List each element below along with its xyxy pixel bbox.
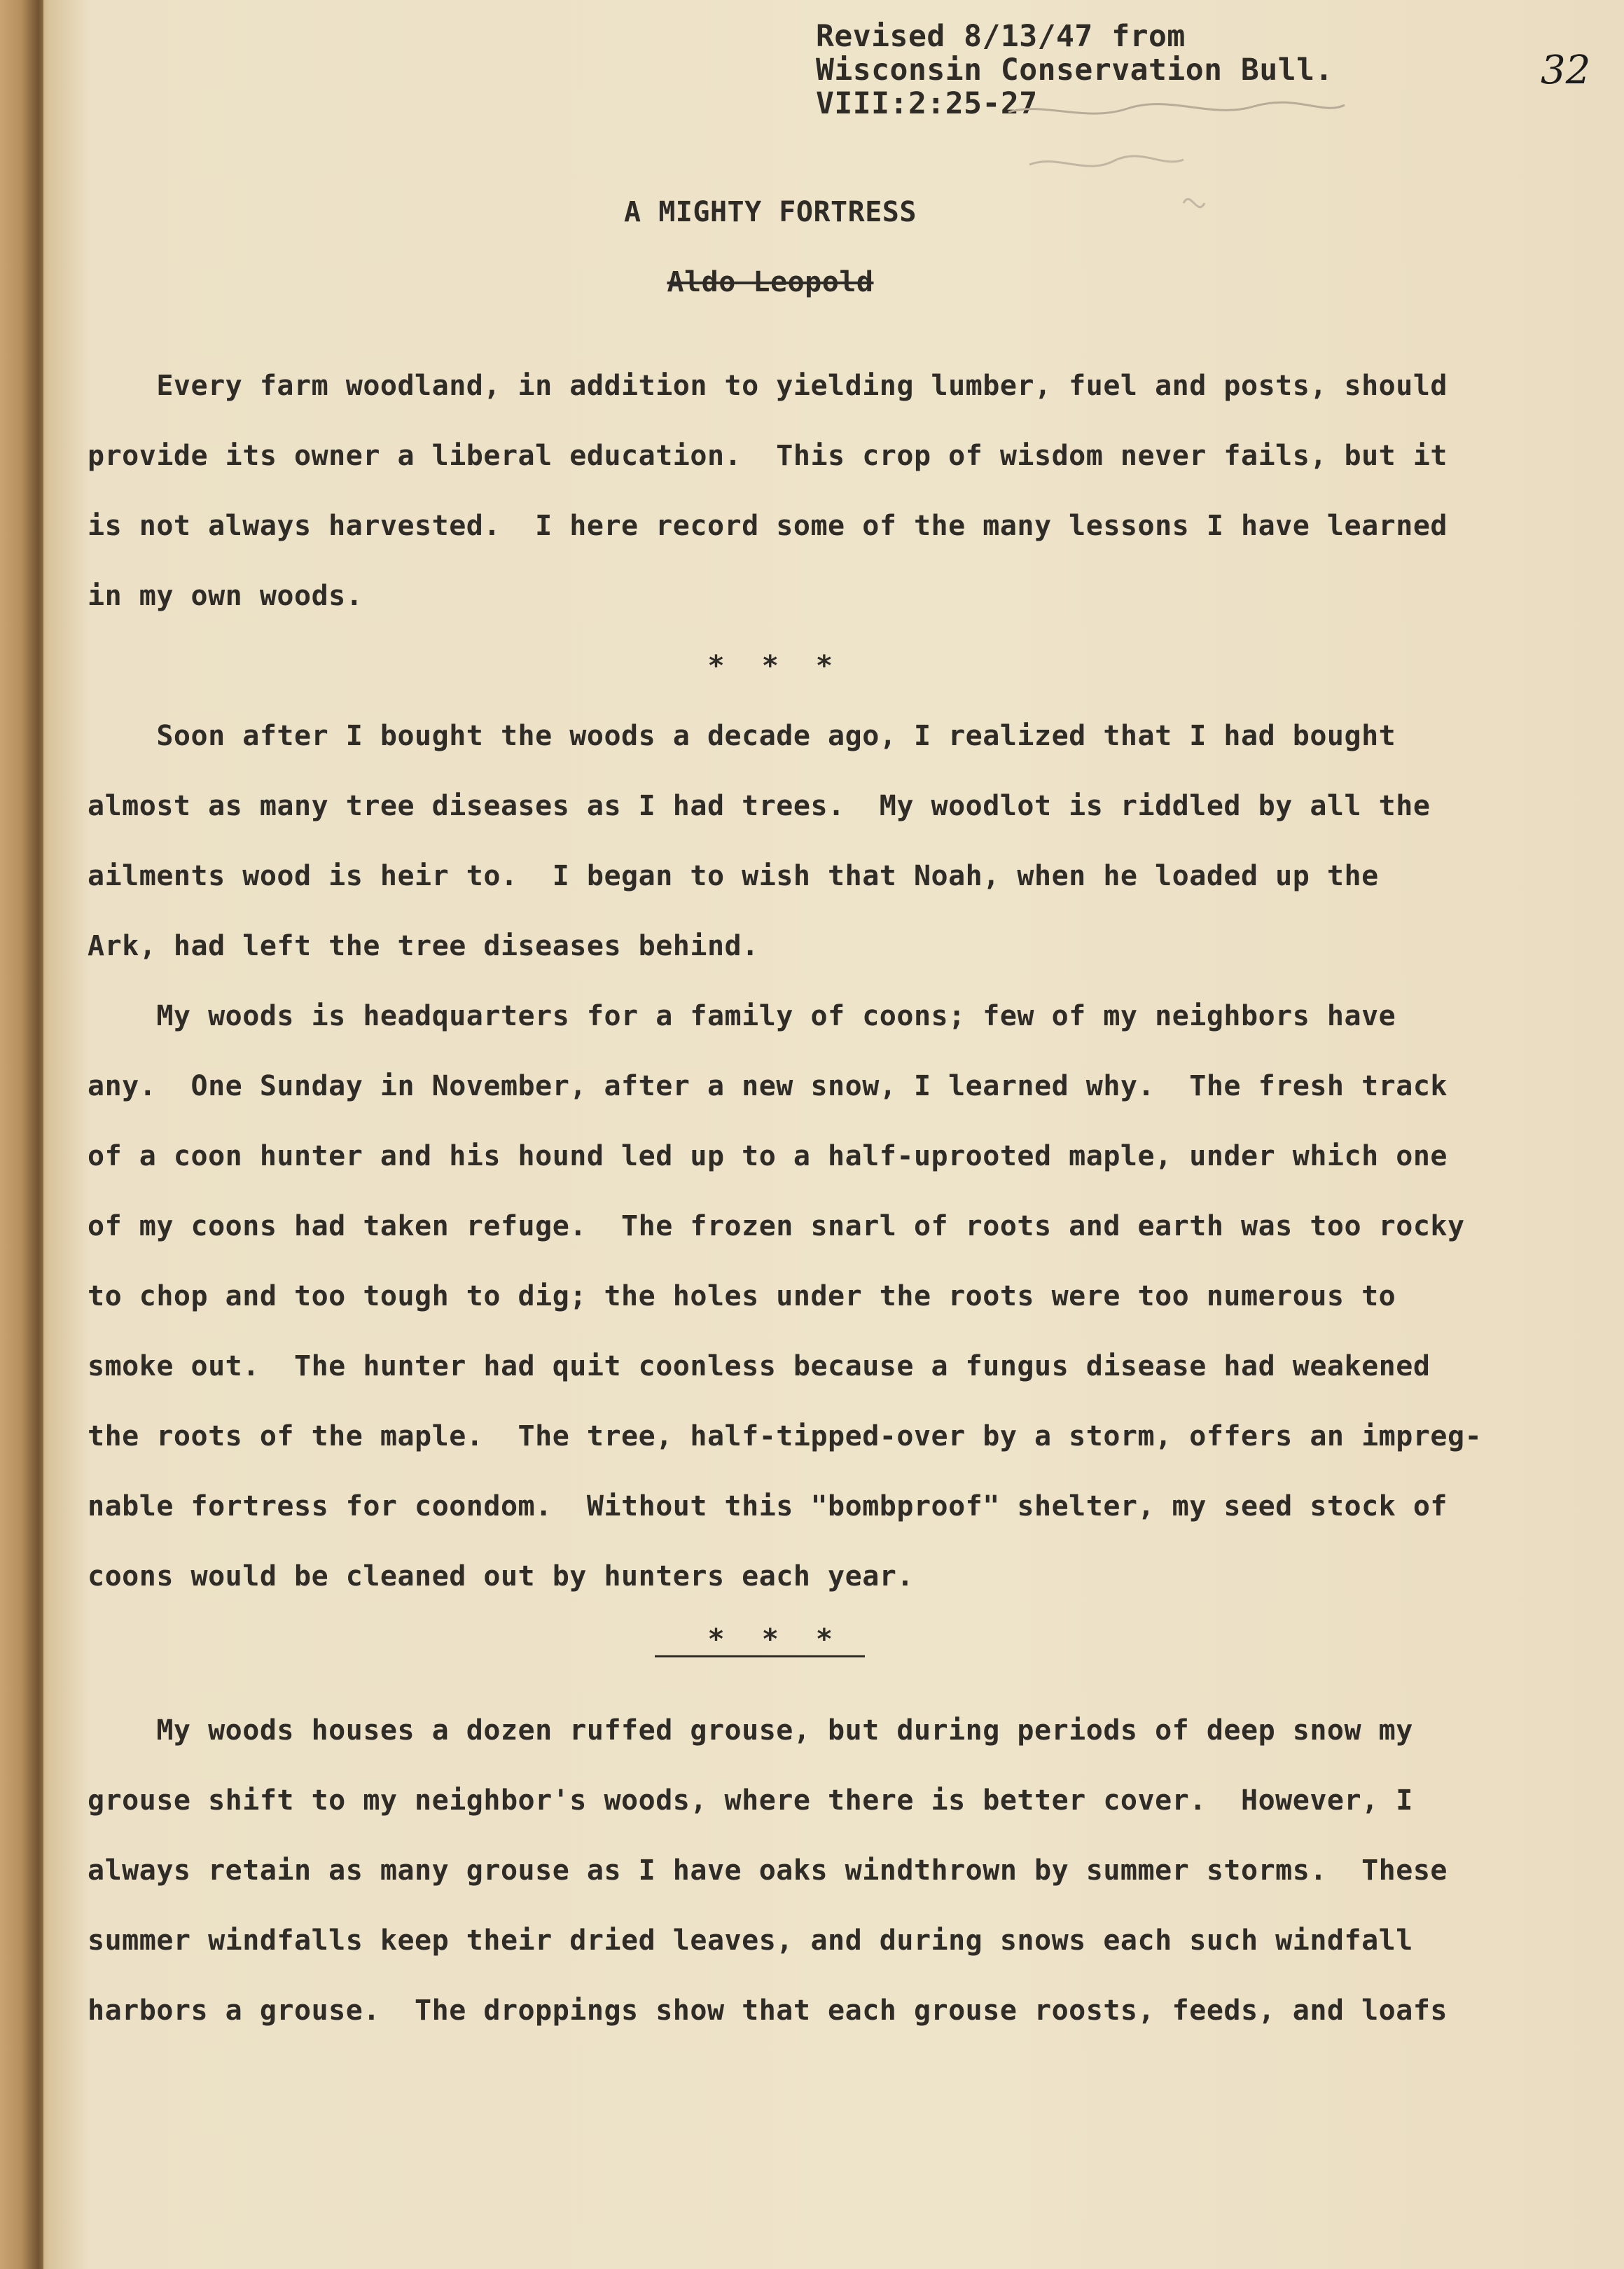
text-line: provide its owner a liberal education. This crop of wisdom never fails, but it	[88, 440, 1448, 472]
revision-note-line-3: VIII:2:25-27	[816, 86, 1038, 121]
text-line: grouse shift to my neighbor's woods, where there is better cover. However, I	[88, 1784, 1413, 1817]
text-line: to chop and too tough to dig; the holes under the roots were too numerous to	[88, 1280, 1396, 1312]
text-line: nable fortress for coondom. Without this "bombproof" shelter, my seed stock of	[88, 1490, 1448, 1522]
author-name-struck	[0, 266, 1541, 298]
text-line: My woods is headquarters for a family of coons; few of my neighbors have	[88, 1000, 1396, 1032]
text-line: smoke out. The hunter had quit coonless because a fungus disease had weakened	[88, 1350, 1431, 1382]
text-line: of a coon hunter and his hound led up to a half-uprooted maple, under which one	[88, 1140, 1448, 1172]
text-line: always retain as many grouse as I have oaks windthrown by summer storms. These	[88, 1854, 1448, 1887]
text-line: the roots of the maple. The tree, half-tipped-over by a storm, offers an impreg-	[88, 1420, 1483, 1452]
revision-note-line-2: Wisconsin Conservation Bull.	[816, 53, 1333, 88]
text-line: summer windfalls keep their dried leaves, and during snows each such windfall	[88, 1924, 1413, 1957]
page-number: 32	[1541, 48, 1591, 93]
text-line: coons would be cleaned out by hunters each year.	[88, 1560, 914, 1593]
text-line: My woods houses a dozen ruffed grouse, but during periods of deep snow my	[88, 1714, 1413, 1747]
text-line: in my own woods.	[88, 580, 363, 612]
section-separator: * * *	[707, 650, 833, 682]
text-line: of my coons had taken refuge. The frozen snarl of roots and earth was too rocky	[88, 1210, 1465, 1242]
separator-rule	[655, 1635, 865, 1663]
document-title: A MIGHTY FORTRESS	[624, 196, 917, 228]
binding-gutter	[0, 0, 43, 2269]
section-separator-underlined: * * *	[707, 1623, 833, 1656]
text-line: ailments wood is heir to. I began to wish that Noah, when he loaded up the	[88, 860, 1379, 892]
author-name-text: Aldo Leopold	[667, 266, 874, 298]
text-line: Soon after I bought the woods a decade ago, I realized that I had bought	[88, 720, 1396, 752]
text-line: any. One Sunday in November, after a new snow, I learned why. The fresh track	[88, 1070, 1448, 1102]
text-line: Ark, had left the tree diseases behind.	[88, 930, 759, 962]
text-line: Every farm woodland, in addition to yielding lumber, fuel and posts, should	[88, 370, 1448, 402]
text-line: harbors a grouse. The droppings show that each grouse roosts, feeds, and loafs	[88, 1994, 1448, 2027]
text-line: almost as many tree diseases as I had trees. My woodlot is riddled by all the	[88, 790, 1431, 822]
revision-note-line-1: Revised 8/13/47 from	[816, 19, 1186, 54]
text-line: is not always harvested. I here record some of the many lessons I have learned	[88, 510, 1448, 542]
